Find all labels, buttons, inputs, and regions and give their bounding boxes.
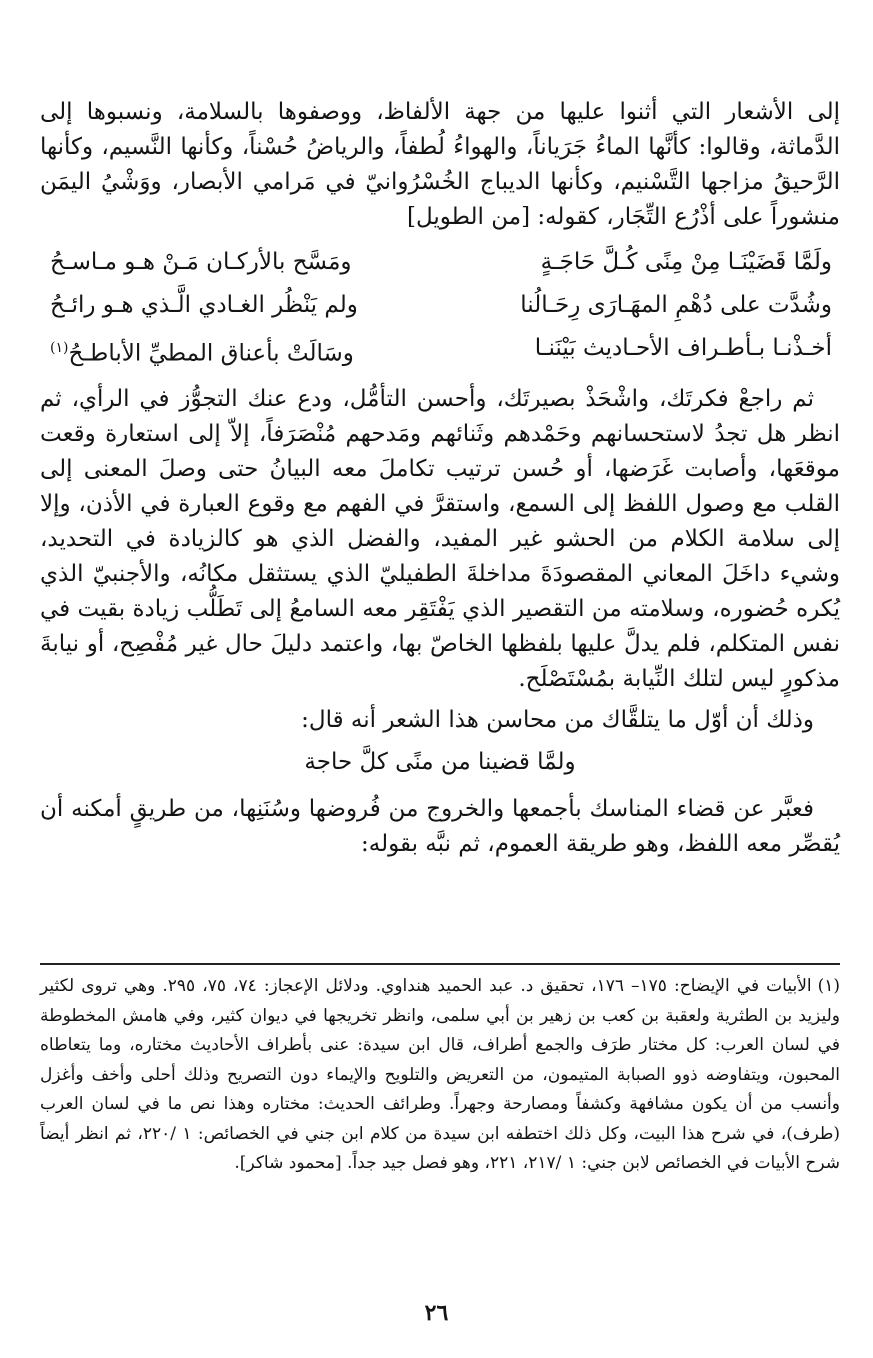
verse-row xyxy=(40,284,840,327)
paragraph-2: ثم راجعْ فكرتَك، واشْحَذْ بصيرتَك، وأحسن التأمُّل، ودع عنك التجوُّز في الرأي، ثم انظر هل تجدُ لاستحسانهم وحَمْدهم وثَنائهم ومَدحهم مُنْصَرَفاً، إلاّ إلى استعارة وقعت موقعَها، وأصابت غَرَضها، أو حُسن ترتيب تكاملَ معه البيانُ حتى وصلَ المعنى إلى القلب مع وصول اللفظ إلى السمع، واستقرَّ في الفهم مع وقوع العبارة في الأذن، وإلا إلى سلامة الكلام من الحشو غير المفيد، والفضل الذي هو كالزيادة في التحديد، وشيء داخَلَ المعاني المقصودَةَ مداخلةَ الطفيليّ الذي يستثقل مكانُه، والأجنبيّ الذي يُكره حُضوره، وسلامته من التقصير الذي يَفْتَقِر معه السامعُ إلى تَطَلُّب زيادة بقيت في نفس المتكلم، فلم يدلَّ عليها بلفظها الخاصّ بها، واعتمد دليلَ حال غير مُفْصِح، أو نيابةَ مذكورٍ ليس لتلك النِّيابة بمُسْتَصْلَح. xyxy=(40,385,840,692)
verse-row xyxy=(40,327,840,376)
footnote-separator xyxy=(40,963,840,965)
footnote-marker: (١) xyxy=(817,976,841,996)
main-text xyxy=(40,95,840,862)
paragraph-3: وذلك أن أوّل ما يتلقَّاك من محاسن هذا الشعر أنه قال: xyxy=(301,706,814,733)
footnote xyxy=(40,972,840,1179)
page-number: ٢٦ xyxy=(424,1300,449,1326)
poem-verses xyxy=(40,241,840,376)
footnote-reference: (١) xyxy=(50,340,69,356)
verse-second-hemistich: وسَالَتْ بأعناق المطيِّ الأباطـحُ xyxy=(68,340,354,367)
footnote-text: الأبيات في الإيضاح: ١٧٥– ١٧٦، تحقيق د. عبد الحميد هنداوي. ودلائل الإعجاز: ٧٤، ٧٥، ٢٩٥. وهي تروى لكثير وليزيد بن الطثرية ولعقبة بن كعب بن زهير بن أبي سلمى، وانظر تخريجها في ديوان كثير، وفي هامش المخطوطة في لسان العرب: كل مختار طرَف والجمع أطراف، قال ابن سيدة: عنى بأطراف الأحاديث مختاره، وما يتعاطاه المحبون، ويتفاوضه ذوو الصبابة المتيمون، من التعريض والتلويح والإيماء دون التصريح وذلك أحلى وأخف وأغزل وأنسب من أن يكون مشافهة وكشفاً ومصارحة وجهراً. وطرائف الحديث: مختاره وهذا نص ما في لسان العرب (طرف)، في شرح هذا البيت، وكل ذلك اختطفه ابن سيدة من كلام ابن جني في الخصائص: ١ /٢٢٠، ثم انظر أيضاً شرح الأبيات في الخصائص لابن جني: ١ /٢١٧، ٢٢١، وهو فصل جيد جداً. [محمود شاكر]. xyxy=(40,976,840,1173)
verse-second-hemistich: ومَسَّح بالأركـان مَـنْ هـو مـاسـحُ xyxy=(50,249,352,275)
paragraph-1: إلى الأشعار التي أثنوا عليها من جهة الألفاظ، ووصفوها بالسلامة، ونسبوها إلى الدَّماثة، وقالوا: كأنَّها الماءُ جَرَياناً، والهواءُ لُطفاً، والرياضُ حُسْناً، وكأنها النَّسيم، وكأنها الرَّحيقُ مزاجها التَّسْنيم، وكأنها الديباج الخُسْرُوانيّ في مَرامي الأبصار، ووَشْيُ اليمَن منشوراً على أذْرُع التِّجَار، كقوله: [من الطويل] xyxy=(40,99,840,230)
quoted-verse: ولمَّا قضينا من منًى كلَّ حاجة xyxy=(304,748,576,775)
paragraph-4: فعبَّر عن قضاء المناسك بأجمعها والخروج من فُروضها وسُنَنِها، من طريقٍ أمكنه أن يُقصِّر معه اللفظ، وهو طريقة العموم، ثم نبَّه بقوله: xyxy=(40,795,840,857)
verse-second-hemistich-with-note xyxy=(50,327,354,376)
verse-second-hemistich: ولم يَنْظُر الغـادي الَّـذي هـو رائـحُ xyxy=(50,292,358,318)
verse-first-hemistich: أخـذْنـا بـأطـراف الأحـاديث بَيْنَنـا xyxy=(534,335,832,361)
verse-row xyxy=(40,241,840,284)
verse-first-hemistich: ولَمَّا قَضَيْنَـا مِنْ مِنًى كُـلَّ حَاجَـةٍ xyxy=(540,249,832,275)
verse-first-hemistich: وشُدَّت على دُهْمِ المهَـارَى رِحَـالُنا xyxy=(520,292,832,318)
